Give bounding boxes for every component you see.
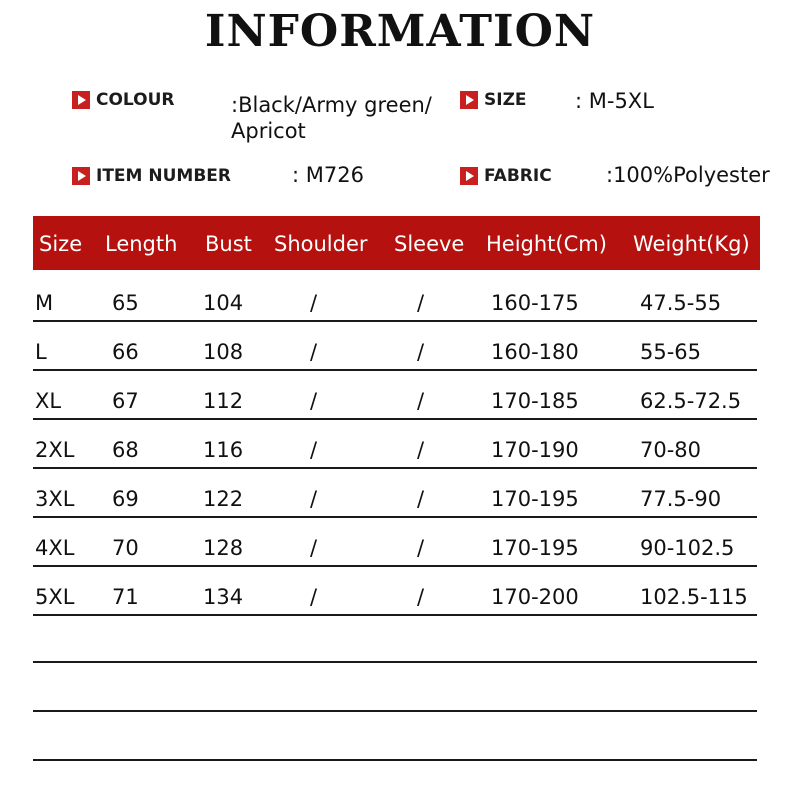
cell-weight: 90-102.5 — [640, 536, 735, 560]
cell-sleeve: / — [417, 585, 425, 609]
table-row-2xl — [33, 429, 757, 469]
cell-sleeve: / — [417, 340, 425, 364]
spec-fabric-value: :100%Polyester — [606, 163, 770, 187]
cell-shoulder: / — [310, 291, 318, 315]
spec-colour-label-text: COLOUR — [96, 90, 175, 110]
cell-sleeve: / — [417, 291, 425, 315]
cell-size: 2XL — [35, 438, 75, 462]
cell-length: 70 — [112, 536, 139, 560]
cell-sleeve: / — [417, 389, 425, 413]
header-shoulder: Shoulder — [274, 232, 368, 256]
spec-fabric-label — [460, 166, 552, 186]
cell-sleeve: / — [417, 438, 425, 462]
table-row-xl — [33, 380, 757, 420]
spec-size-label — [460, 90, 527, 110]
cell-length: 71 — [112, 585, 139, 609]
cell-sleeve: / — [417, 536, 425, 560]
cell-shoulder: / — [310, 438, 318, 462]
cell-size: L — [35, 340, 47, 364]
cell-weight: 77.5-90 — [640, 487, 722, 511]
header-sleeve: Sleeve — [394, 232, 465, 256]
spec-item-number-value: : M726 — [292, 163, 364, 187]
spec-item-number-label — [72, 166, 231, 186]
header-length: Length — [105, 232, 178, 256]
table-row-l — [33, 331, 757, 371]
cell-height: 160-180 — [491, 340, 579, 364]
spec-size-value: : M-5XL — [575, 89, 654, 113]
cell-shoulder: / — [310, 389, 318, 413]
cell-length: 67 — [112, 389, 139, 413]
cell-bust: 128 — [203, 536, 244, 560]
play-arrow-icon — [72, 167, 90, 185]
header-bust: Bust — [205, 232, 252, 256]
cell-height: 170-195 — [491, 536, 579, 560]
cell-shoulder: / — [310, 487, 318, 511]
cell-shoulder: / — [310, 340, 318, 364]
header-weight: Weight(Kg) — [633, 232, 750, 256]
cell-sleeve: / — [417, 487, 425, 511]
empty-rule-line — [33, 759, 757, 761]
header-height: Height(Cm) — [486, 232, 607, 256]
cell-bust: 112 — [203, 389, 244, 413]
cell-shoulder: / — [310, 585, 318, 609]
empty-rule-line — [33, 710, 757, 712]
cell-height: 170-195 — [491, 487, 579, 511]
cell-size: M — [35, 291, 54, 315]
spec-colour-value: :Black/Army green/ Apricot — [231, 93, 432, 143]
cell-size: 3XL — [35, 487, 75, 511]
spec-colour-label — [72, 90, 175, 110]
cell-height: 170-185 — [491, 389, 579, 413]
cell-bust: 116 — [203, 438, 244, 462]
cell-height: 160-175 — [491, 291, 579, 315]
spec-item-number-label-text: ITEM NUMBER — [96, 166, 231, 186]
cell-length: 66 — [112, 340, 139, 364]
table-row-3xl — [33, 478, 757, 518]
play-arrow-icon — [72, 91, 90, 109]
cell-bust: 134 — [203, 585, 244, 609]
cell-length: 65 — [112, 291, 139, 315]
cell-weight: 62.5-72.5 — [640, 389, 742, 413]
size-table-header — [33, 216, 760, 270]
cell-weight: 70-80 — [640, 438, 702, 462]
cell-bust: 122 — [203, 487, 244, 511]
empty-rule-line — [33, 661, 757, 663]
header-size: Size — [39, 232, 83, 256]
spec-size-label-text: SIZE — [484, 90, 527, 110]
cell-length: 68 — [112, 438, 139, 462]
cell-weight: 47.5-55 — [640, 291, 722, 315]
page-title: INFORMATION — [204, 6, 596, 57]
table-row-m — [33, 282, 757, 322]
spec-fabric-label-text: FABRIC — [484, 166, 552, 186]
cell-size: XL — [35, 389, 62, 413]
cell-weight: 102.5-115 — [640, 585, 748, 609]
cell-size: 4XL — [35, 536, 75, 560]
cell-height: 170-190 — [491, 438, 579, 462]
table-row-5xl — [33, 576, 757, 616]
play-arrow-icon — [460, 91, 478, 109]
cell-size: 5XL — [35, 585, 75, 609]
table-row-4xl — [33, 527, 757, 567]
cell-height: 170-200 — [491, 585, 579, 609]
cell-weight: 55-65 — [640, 340, 702, 364]
cell-length: 69 — [112, 487, 139, 511]
cell-shoulder: / — [310, 536, 318, 560]
cell-bust: 104 — [203, 291, 244, 315]
cell-bust: 108 — [203, 340, 244, 364]
play-arrow-icon — [460, 167, 478, 185]
